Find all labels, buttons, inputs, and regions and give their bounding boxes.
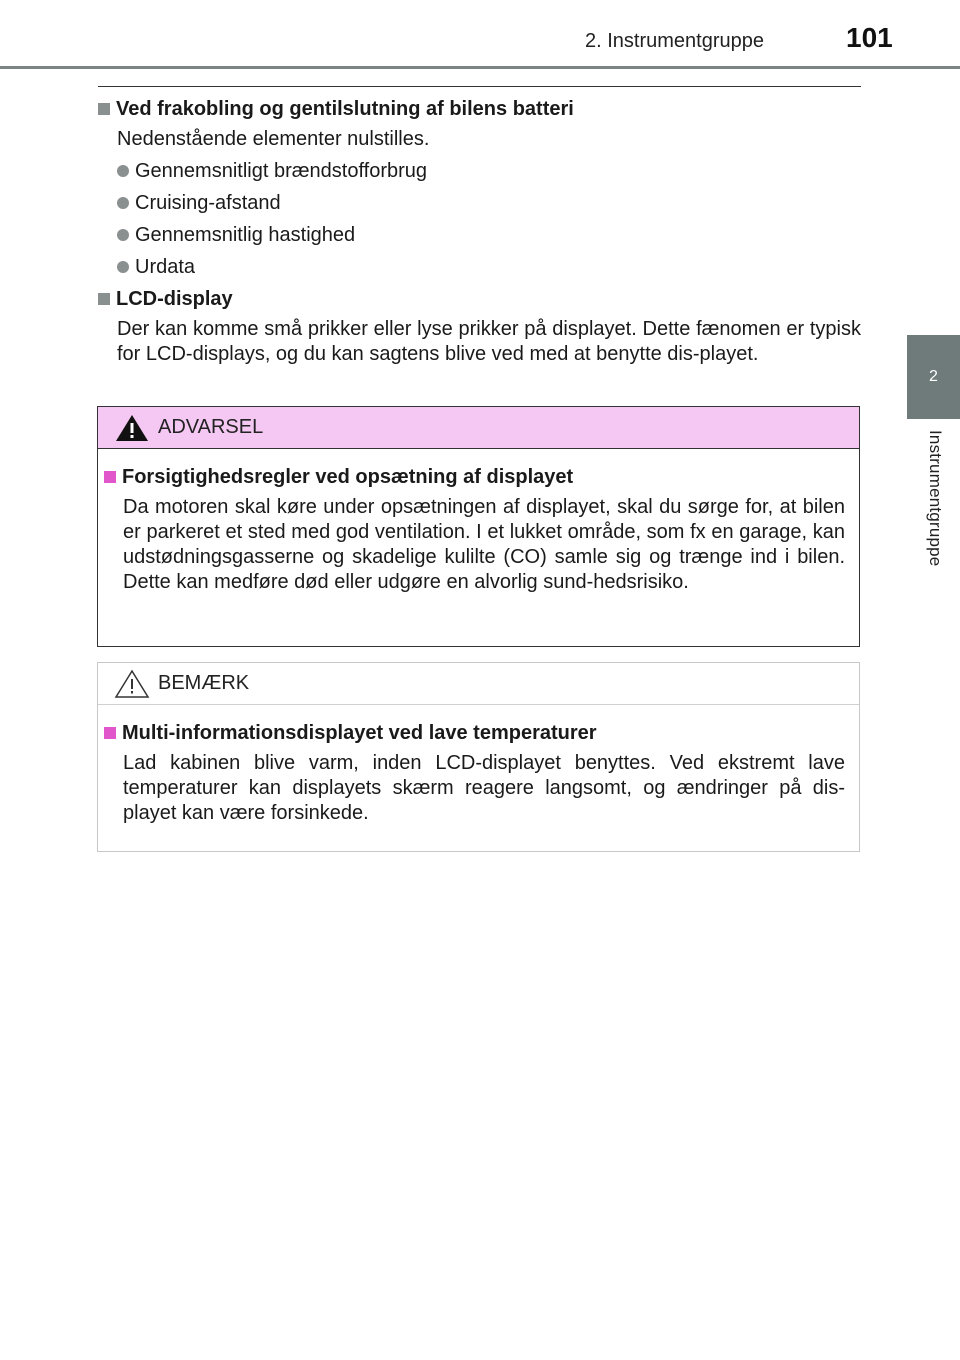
warning-heading xyxy=(104,463,845,491)
battery-heading-text: Ved frakobling og gentilslutning af bilens batteri xyxy=(116,98,574,120)
list-item-text: Gennemsnitligt brændstofforbrug xyxy=(135,160,428,182)
chapter-tab[interactable]: 2 xyxy=(907,335,960,419)
battery-section-heading xyxy=(98,95,861,123)
lcd-heading-text: LCD-display xyxy=(116,288,233,310)
square-bullet-icon xyxy=(98,103,110,115)
warning-heading-text: Forsigtighedsregler ved opsætning af displayet xyxy=(122,466,574,488)
header-rule xyxy=(0,66,960,69)
header-section-title: 2. Instrumentgruppe xyxy=(585,30,764,52)
warning-text: Da motoren skal køre under opsætningen af displayet, skal du sørge for, at bilen er parkeret et sted med god ventilation. I et lukket område, som fx en garage, kan udstødningsgasserne og skadelige kulilte (CO) samle sig og trænge ind i bilen. Dette kan medføre død eller udgøre en alvorlig sund-hedsrisiko. xyxy=(123,496,845,593)
note-heading xyxy=(104,719,845,747)
list-item-text: Gennemsnitlig hastighed xyxy=(135,224,356,246)
square-bullet-icon xyxy=(98,293,110,305)
list-item xyxy=(117,187,861,219)
note-box-body xyxy=(98,705,859,826)
warning-triangle-icon xyxy=(114,413,150,443)
caution-triangle-outline-icon xyxy=(114,669,150,699)
list-item-text: Cruising-afstand xyxy=(135,192,281,214)
list-item xyxy=(117,251,861,283)
list-item xyxy=(117,219,861,251)
chapter-tab-label: Instrumentgruppe xyxy=(926,430,945,567)
list-item xyxy=(117,155,861,187)
list-item-text: Urdata xyxy=(135,256,196,278)
note-box-header xyxy=(98,663,859,705)
warning-box-body xyxy=(98,449,859,595)
round-bullet-icon xyxy=(117,197,129,209)
note-box xyxy=(97,662,860,852)
page-number: 101 xyxy=(846,22,893,53)
battery-intro: Nedenstående elementer nulstilles. xyxy=(117,128,430,150)
round-bullet-icon xyxy=(117,165,129,177)
main-content xyxy=(98,95,861,367)
warning-box xyxy=(97,406,860,647)
square-bullet-icon xyxy=(104,471,116,483)
note-title: BEMÆRK xyxy=(158,672,250,694)
lcd-text: Der kan komme små prikker eller lyse prikker på displayet. Dette fænomen er typisk for LCD-displays, og du kan sagtens blive ved med at benytte dis-playet. xyxy=(117,318,861,365)
square-bullet-icon xyxy=(104,727,116,739)
round-bullet-icon xyxy=(117,261,129,273)
note-text: Lad kabinen blive varm, inden LCD-displayet benyttes. Ved ekstremt lave temperaturer kan displayets skærm reagere langsomt, og ændringer på dis-playet kan være forsinkede. xyxy=(123,752,845,824)
warning-box-header xyxy=(98,407,859,449)
lcd-section-heading xyxy=(98,285,861,313)
warning-title: ADVARSEL xyxy=(158,416,264,438)
note-heading-text: Multi-informationsdisplayet ved lave temperaturer xyxy=(122,722,597,744)
content-top-rule xyxy=(98,86,861,87)
round-bullet-icon xyxy=(117,229,129,241)
